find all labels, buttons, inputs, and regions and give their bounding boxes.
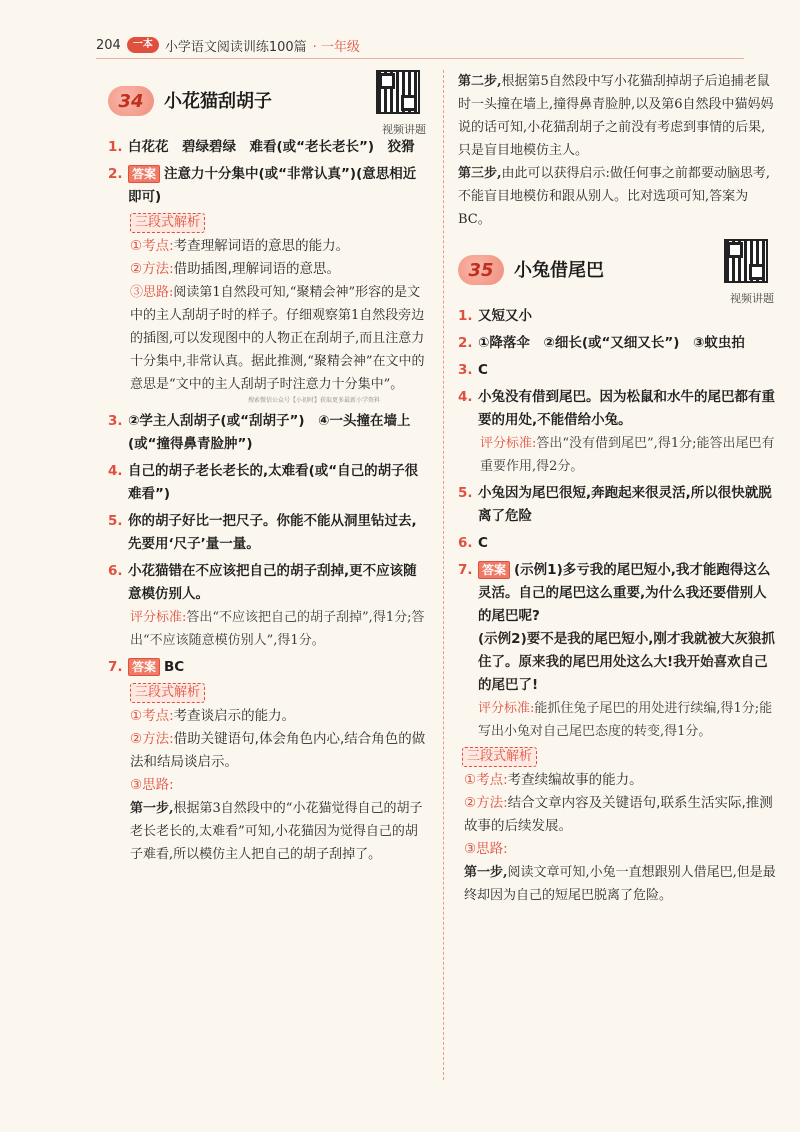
section-title: 小兔借尾巴: [514, 259, 604, 281]
item-number: 3.: [458, 362, 473, 378]
section-number-badge: 35: [458, 255, 504, 285]
answer-item-7: [458, 559, 776, 628]
answer-tag: 答案: [128, 658, 160, 676]
item-number: 2.: [108, 166, 123, 182]
analysis-point: ①考点:考查谈启示的能力。: [130, 708, 296, 724]
answer-item-4: [108, 460, 428, 506]
item-text: 白花花 碧绿碧绿 难看(或“老长老长”) 狡猾: [128, 139, 415, 155]
answer-item-6: [458, 532, 776, 555]
item-text: 又短又小: [478, 308, 532, 324]
watermark-note: 搜索微信公众号【小初时】获取更多最新小学资料: [248, 397, 381, 404]
answer-item-2: [458, 332, 776, 355]
item-text: 你的胡子好比一把尺子。你能不能从洞里钻过去,先要用‘尺子’量一量。: [128, 513, 417, 552]
item-text: 小兔没有借到尾巴。因为松鼠和水牛的尾巴都有重要的用处,不能借给小兔。: [478, 389, 775, 428]
analysis-tag: 三段式解析: [130, 683, 205, 703]
reasoning-step-1: 第一步,阅读文章可知,小兔一直想跟别人借尾巴,但是最终却因为自己的短尾巴脱离了危险。: [464, 865, 776, 903]
item-number: 5.: [458, 485, 473, 501]
reasoning-step-1: 第一步,根据第3自然段中的“小花猫觉得自己的胡子老长老长的,太难看”可知,小花猫因为觉得自己的胡子难看,所以模仿主人把自己的胡子刮掉了。: [130, 801, 423, 862]
item-text: C: [478, 362, 488, 378]
item-text: (示例1)多亏我的尾巴短小,我才能跑得这么灵活。自己的尾巴这么重要,为什么我还要借别人的尾巴呢?: [478, 562, 771, 624]
item-text: 小花猫错在不应该把自己的胡子刮掉,更不应该随意模仿别人。: [128, 563, 417, 602]
item-number: 4.: [108, 463, 123, 479]
section-number-badge: 34: [108, 86, 154, 116]
left-column: [108, 70, 428, 866]
header-rule: [96, 58, 744, 59]
item-text: 注意力十分集中(或“非常认真”)(意思相近即可): [128, 166, 417, 205]
answer-item-1: [108, 136, 428, 159]
answer-item-6: [108, 560, 428, 606]
analysis-method: ②方法:借助关键语句,体会角色内心,结合角色的做法和结局谈启示。: [130, 731, 426, 770]
book-title: 小学语文阅读训练100篇: [164, 39, 307, 55]
analysis-reasoning-label: ③思路:: [130, 777, 174, 793]
page-number: 204: [96, 37, 121, 53]
qr-code-icon[interactable]: [724, 239, 768, 283]
item-text: ②学主人刮胡子(或“刮胡子”) ④一头撞在墙上(或“撞得鼻青脸肿”): [128, 413, 411, 452]
item-text: 小兔因为尾巴很短,奔跑起来很灵活,所以很快就脱离了危险: [478, 485, 772, 524]
qr-video-label[interactable]: 视频讲题: [382, 123, 426, 136]
item-text: 自己的胡子老长老长的,太难看(或“自己的胡子很难看”): [128, 463, 419, 502]
item-text: ①降落伞 ②细长(或“又细又长”) ③蚊虫拍: [478, 335, 745, 351]
answer-item-1: [458, 305, 776, 328]
answer-item-2: [108, 163, 428, 209]
section-title: 小花猫刮胡子: [164, 90, 272, 112]
right-column: [458, 70, 776, 907]
answer-item-7: [108, 656, 428, 679]
analysis-reasoning-label: ③思路:: [464, 841, 508, 857]
page-header: [96, 34, 360, 56]
qr-video-label[interactable]: 视频讲题: [730, 292, 774, 305]
analysis-tag: 三段式解析: [462, 747, 537, 767]
answer-example-2: (示例2)要不是我的尾巴短小,刚才我就被大灰狼抓住了。原来我的尾巴用处这么大!我开始喜欢自己的尾巴了!: [478, 631, 775, 693]
section-34-title: [108, 70, 428, 136]
reasoning-step-2: 第二步,根据第5自然段中写小花猫刮掉胡子后追捕老鼠时一头撞在墙上,撞得鼻青脸肿,以及第6自然段中猫妈妈说的话可知,小花猫刮胡子之前没有考虑到事情的后果,只是盲目地模仿主人。: [458, 74, 774, 158]
section-35-title: [458, 239, 776, 305]
scoring-standard: 评分标准:能抓住兔子尾巴的用处进行续编,得1分;能写出小兔对自己尾巴态度的转变,得1分。: [478, 701, 773, 739]
reasoning-step-3: 第三步,由此可以获得启示:做任何事之前都要动脑思考,不能盲目地模仿和跟从别人。比对选项可知,答案为BC。: [458, 166, 771, 227]
item-number: 3.: [108, 413, 123, 429]
item-number: 2.: [458, 335, 473, 351]
analysis-point: ①考点:考查理解词语的意思的能力。: [130, 238, 350, 254]
item-number: 1.: [108, 139, 123, 155]
answer-item-4: [458, 386, 776, 432]
item-text: BC: [164, 659, 185, 675]
analysis-method: ②方法:借助插图,理解词语的意思。: [130, 261, 340, 277]
item-number: 1.: [458, 308, 473, 324]
scoring-standard: 评分标准:答出“没有借到尾巴”,得1分;能答出尾巴有重要作用,得2分。: [480, 436, 775, 474]
analysis-method: ②方法:结合文章内容及关键语句,联系生活实际,推测故事的后续发展。: [464, 795, 773, 834]
qr-code-icon[interactable]: [376, 70, 420, 114]
item-number: 7.: [458, 562, 473, 578]
item-number: 4.: [458, 389, 473, 405]
column-divider: [443, 70, 444, 1080]
answer-item-5: [108, 510, 428, 556]
analysis-reasoning: ③思路:阅读第1自然段可知,“聚精会神”形容的是文中的主人刮胡子时的样子。仔细观察第1自然段旁边的插图,可以发现图中的人物正在刮胡子,而且注意力十分集中,非常认真。据此推测,“聚精会神”在文中的意思是“文中的主人刮胡子时注意力十分集中”。: [130, 285, 425, 392]
answer-tag: 答案: [128, 165, 160, 183]
item-number: 5.: [108, 513, 123, 529]
analysis-tag: 三段式解析: [130, 213, 205, 233]
answer-item-5: [458, 482, 776, 528]
grade-label: · 一年级: [312, 39, 360, 55]
brand-logo: 一本: [127, 37, 159, 53]
item-number: 7.: [108, 659, 123, 675]
item-text: C: [478, 535, 488, 551]
answer-tag: 答案: [478, 561, 510, 579]
item-number: 6.: [458, 535, 473, 551]
item-number: 6.: [108, 563, 123, 579]
scoring-standard: 评分标准:答出“不应该把自己的胡子刮掉”,得1分;答出“不应该随意模仿别人”,得1分。: [130, 610, 425, 648]
analysis-point: ①考点:考查续编故事的能力。: [464, 772, 643, 788]
answer-item-3: [458, 359, 776, 382]
answer-item-3: [108, 410, 428, 456]
